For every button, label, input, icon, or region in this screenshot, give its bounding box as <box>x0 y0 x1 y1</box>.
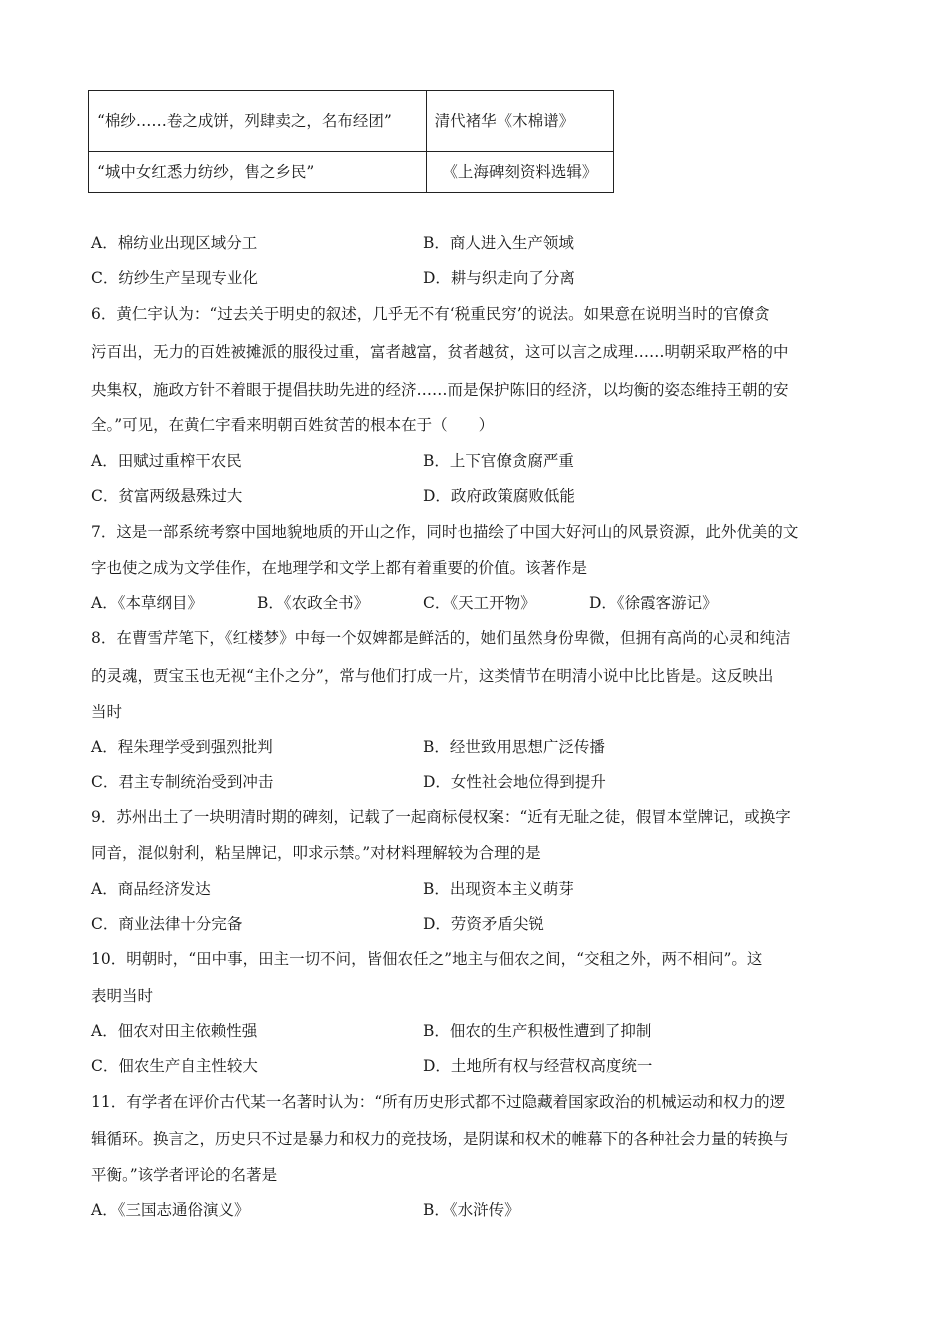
option-10b: B．佃农的生产积极性遭到了抑制 <box>423 1022 652 1040</box>
option-9d: D．劳资矛盾尖锐 <box>423 915 544 933</box>
option-8d: D．女性社会地位得到提升 <box>423 773 606 791</box>
table-cell-source: 清代褚华《木棉谱》 <box>426 91 613 152</box>
question-11-line: 11．有学者在评价古代某一名著时认为：“所有历史形式都不过隐藏着国家政治的机械运动和权力的逻 <box>91 1093 786 1111</box>
question-6-line: 污百出，无力的百姓被摊派的服役过重，富者越富，贫者越贫，这可以言之成理……明朝采取严格的中 <box>91 343 789 361</box>
table-cell-quote: “城中女红悉力纺纱，售之乡民” <box>89 152 427 193</box>
option-5a: A．棉纺业出现区域分工 <box>91 234 258 252</box>
option-6c: C．贫富两级悬殊过大 <box>91 487 243 505</box>
question-10-line: 表明当时 <box>91 987 154 1005</box>
table-cell-source: 《上海碑刻资料选辑》 <box>426 152 613 193</box>
option-5c: C．纺纱生产呈现专业化 <box>91 269 258 287</box>
option-9c: C．商业法律十分完备 <box>91 915 243 933</box>
option-7b: B．《农政全书》 <box>257 594 370 612</box>
option-11a: A．《三国志通俗演义》 <box>91 1201 250 1219</box>
question-7-line: 7．这是一部系统考察中国地貌地质的开山之作，同时也描绘了中国大好河山的风景资源，此外优美的文 <box>91 523 799 541</box>
question-6-line: 6．黄仁宇认为：“过去关于明史的叙述，几乎无不有‘税重民穷’的说法。如果意在说明当时的官僚贪 <box>91 305 770 323</box>
question-6-line: 央集权，施政方针不着眼于提倡扶助先进的经济……而是保护陈旧的经济，以均衡的姿态维持王朝的安 <box>91 381 789 399</box>
question-9-line: 同音，混似射利，粘呈牌记，叩求示禁。”对材料理解较为合理的是 <box>91 844 541 862</box>
option-11b: B．《水浒传》 <box>423 1201 520 1219</box>
option-7c: C．《天工开物》 <box>423 594 536 612</box>
option-10c: C．佃农生产自主性较大 <box>91 1057 258 1075</box>
option-7d: D．《徐霞客游记》 <box>589 594 718 612</box>
option-6d: D．政府政策腐败低能 <box>423 487 575 505</box>
table-row <box>89 152 614 193</box>
option-5d: D．耕与织走向了分离 <box>423 269 575 287</box>
option-10d: D．土地所有权与经营权高度统一 <box>423 1057 653 1075</box>
option-8b: B．经世致用思想广泛传播 <box>423 738 605 756</box>
question-8-line: 当时 <box>91 703 123 721</box>
question-6-line: 全。”可见，在黄仁宇看来明朝百姓贫苦的根本在于（ ） <box>91 416 495 434</box>
table-row <box>89 91 614 152</box>
option-5b: B．商人进入生产领域 <box>423 234 574 252</box>
question-10-line: 10．明朝时，“田中事，田主一切不问，皆佃农任之”地主与佃农之间，“交租之外，两不相问”。这 <box>91 950 763 968</box>
question-8-line: 8．在曹雪芹笔下，《红楼梦》中每一个奴婢都是鲜活的，她们虽然身份卑微，但拥有高尚的心灵和纯洁 <box>91 629 791 647</box>
source-table <box>88 90 614 193</box>
question-11-line: 辑循环。换言之，历史只不过是暴力和权力的竞技场，是阴谋和权术的帷幕下的各种社会力量的转换与 <box>91 1130 789 1148</box>
option-6b: B．上下官僚贪腐严重 <box>423 452 574 470</box>
option-9a: A．商品经济发达 <box>91 880 211 898</box>
table-cell-quote: “棉纱……卷之成饼，列肆卖之，名布经团” <box>89 91 427 152</box>
question-8-line: 的灵魂，贾宝玉也无视“主仆之分”，常与他们打成一片，这类情节在明清小说中比比皆是。这反映出 <box>91 667 774 685</box>
option-8a: A．程朱理学受到强烈批判 <box>91 738 273 756</box>
option-10a: A．佃农对田主依赖性强 <box>91 1022 258 1040</box>
option-6a: A．田赋过重榨干农民 <box>91 452 242 470</box>
option-7a: A．《本草纲目》 <box>91 594 203 612</box>
option-9b: B．出现资本主义萌芽 <box>423 880 574 898</box>
option-8c: C．君主专制统治受到冲击 <box>91 773 274 791</box>
question-7-line: 字也使之成为文学佳作，在地理学和文学上都有着重要的价值。该著作是 <box>91 559 588 577</box>
question-11-line: 平衡。”该学者评论的名著是 <box>91 1166 278 1184</box>
question-9-line: 9．苏州出土了一块明清时期的碑刻，记载了一起商标侵权案：“近有无耻之徒，假冒本堂牌记，或换字 <box>91 808 791 826</box>
